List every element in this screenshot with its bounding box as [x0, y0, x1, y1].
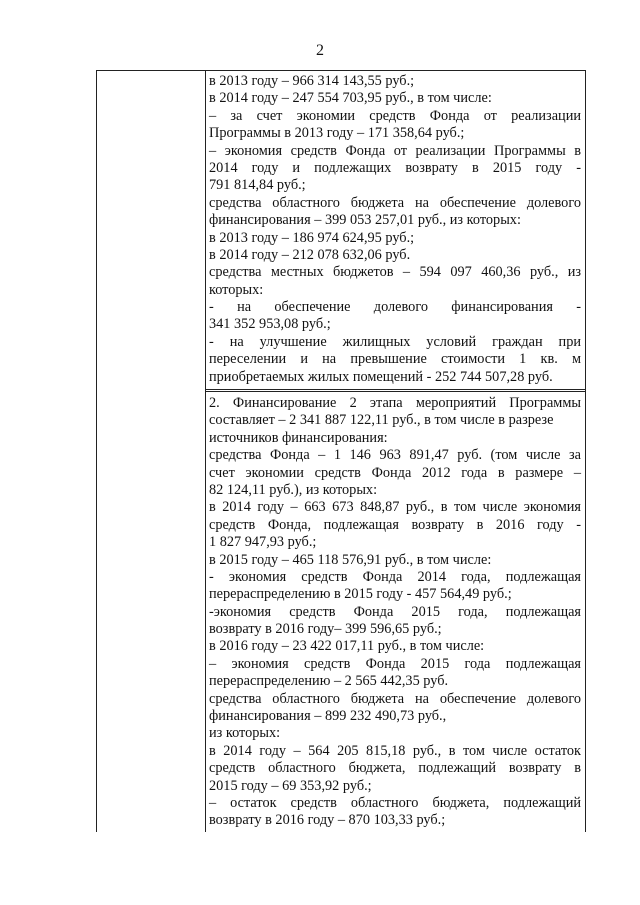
text-line: перераспределению в 2015 году - 457 564,49 руб.;: [209, 586, 512, 603]
text-line: возврату в 2016 году– 399 596,65 руб.;: [209, 621, 442, 638]
text-line: источников финансирования:: [209, 429, 388, 446]
text-line: в 2016 году – 23 422 017,11 руб., в том числе:: [209, 638, 485, 655]
text-line: - экономия средств Фонда 2014 года, подлежащая: [209, 568, 581, 585]
text-line: -экономия средств Фонда 2015 года, подлежащая: [209, 603, 581, 620]
text-line: - на обеспечение долевого финансирования -: [209, 299, 581, 316]
text-line: финансирования – 399 053 257,01 руб., из которых:: [209, 212, 521, 229]
stage-2-funding-text: [209, 395, 581, 830]
row-separator: [205, 389, 585, 392]
text-line: возврату в 2016 году – 870 103,33 руб.;: [209, 812, 446, 829]
text-line: средств областного бюджета, подлежащий возврату в: [209, 760, 581, 777]
text-line: 1 827 947,93 руб.;: [209, 534, 317, 551]
text-line: – экономия средств Фонда 2015 года подлежащая: [209, 655, 581, 672]
table-row-stage-1-funding: [205, 71, 585, 389]
text-line: - на улучшение жилищных условий граждан при: [209, 333, 581, 350]
text-line: финансирования – 899 232 490,73 руб.,: [209, 708, 447, 725]
text-line: – за счет экономии средств Фонда от реализации: [209, 107, 581, 124]
text-line: средства местных бюджетов – 594 097 460,36 руб., из: [209, 264, 581, 281]
text-line: Программы в 2013 году – 171 358,64 руб.;: [209, 125, 465, 142]
text-line: составляет – 2 341 887 122,11 руб., в том числе в разрезе: [209, 412, 554, 429]
text-line: 341 352 953,08 руб.;: [209, 316, 331, 333]
text-line: в 2014 году – 564 205 815,18 руб., в том числе остаток: [209, 742, 581, 759]
text-line: перераспределению – 2 565 442,35 руб.: [209, 673, 449, 690]
text-line: счет экономии средств Фонда 2012 года в размере –: [209, 464, 581, 481]
text-line: средства областного бюджета на обеспечение долевого: [209, 194, 581, 211]
text-line: из которых:: [209, 725, 281, 742]
text-line: средства Фонда – 1 146 963 891,47 руб. (том числе за: [209, 447, 581, 464]
text-line: средства областного бюджета на обеспечение долевого: [209, 690, 581, 707]
text-line: 2014 году и подлежащих возврату в 2015 году -: [209, 159, 581, 176]
text-line: – остаток средств областного бюджета, подлежащий: [209, 794, 581, 811]
text-line: средств Фонда, подлежащая возврату в 2016 году -: [209, 516, 581, 533]
text-line: в 2014 году – 247 554 703,95 руб., в том числе:: [209, 90, 492, 107]
text-line: в 2014 году – 212 078 632,06 руб.: [209, 246, 411, 263]
text-line: в 2014 году – 663 673 848,87 руб., в том числе экономия: [209, 499, 581, 516]
text-line: 2015 году – 69 353,92 руб.;: [209, 777, 372, 794]
text-line: которых:: [209, 281, 264, 298]
text-line: приобретаемых жилых помещений - 252 744 507,28 руб.: [209, 368, 553, 385]
text-line: 791 814,84 руб.;: [209, 177, 306, 194]
text-line: переселении и на превышение стоимости 1 кв. м: [209, 351, 581, 368]
page-number: 2: [316, 42, 324, 59]
stage-1-funding-text: [209, 73, 581, 386]
text-line: 82 124,11 руб.), из которых:: [209, 481, 378, 498]
document-table: [96, 70, 586, 832]
table-row-stage-2-funding: [205, 393, 585, 833]
text-line: в 2015 году – 465 118 576,91 руб., в том числе:: [209, 551, 492, 568]
text-line: 2. Финансирование 2 этапа мероприятий Программы: [209, 395, 581, 411]
text-line: в 2013 году – 966 314 143,55 руб.;: [209, 73, 415, 89]
text-line: в 2013 году – 186 974 624,95 руб.;: [209, 229, 415, 246]
text-line: – экономия средств Фонда от реализации Программы в: [209, 142, 581, 159]
